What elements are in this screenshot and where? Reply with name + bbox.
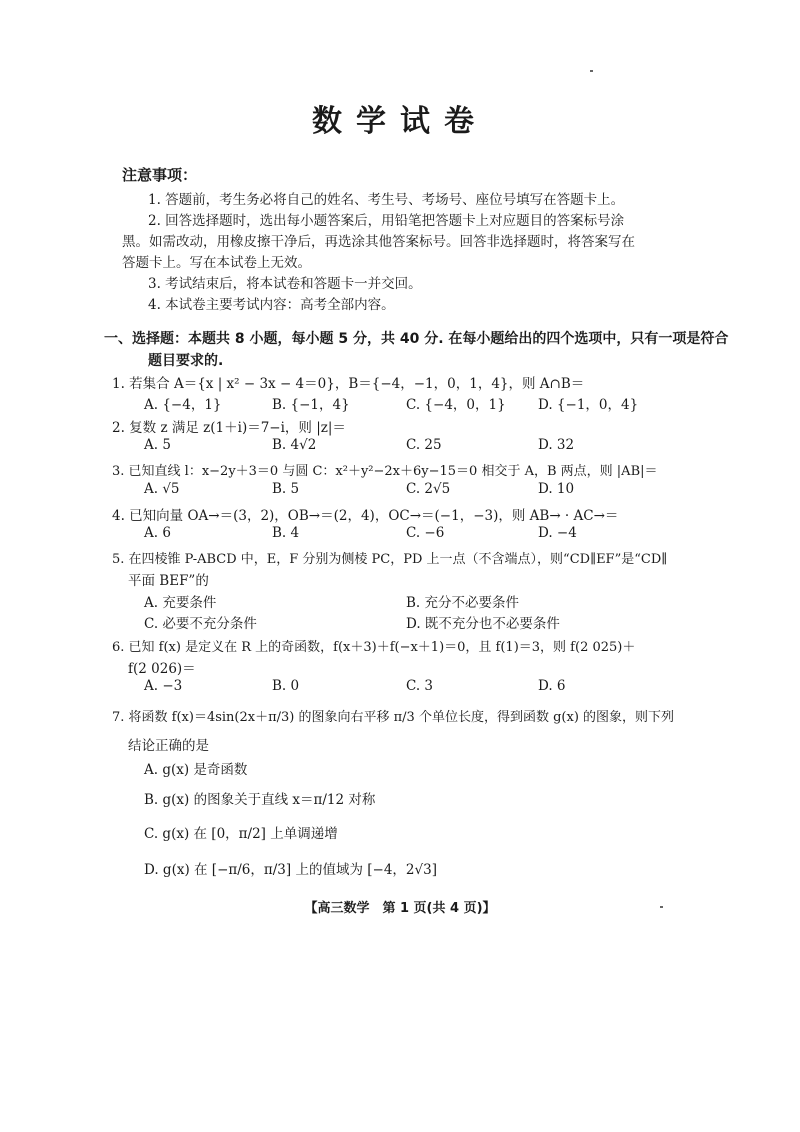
option: B. g(x) 的图象关于直线 x＝π/12 对称 (144, 792, 376, 808)
scan-speck (590, 70, 593, 72)
option: A. 充要条件 (144, 595, 217, 611)
notice-line: 3. 考试结束后，将本试卷和答题卡一并交回。 (148, 276, 422, 292)
option: C. {−4，0，1} (406, 397, 506, 413)
option: B. 5 (272, 481, 300, 497)
option: C. 25 (406, 437, 442, 453)
section-heading-cont: 题目要求的. (148, 353, 224, 369)
notice-line: 2. 回答选择题时，选出每小题答案后，用铅笔把答题卡上对应题目的答案标号涂 (148, 213, 625, 229)
page-footer: 【高三数学 第 1 页(共 4 页)】 (304, 901, 496, 916)
option: C. 必要不充分条件 (144, 616, 257, 632)
option: B. 0 (272, 678, 300, 694)
option: C. −6 (406, 525, 445, 541)
option: D. 既不充分也不必要条件 (406, 616, 560, 632)
option: A. √5 (144, 481, 180, 497)
option: B. 4√2 (272, 437, 317, 453)
option: C. 2√5 (406, 481, 451, 497)
question-7-stem-cont: 结论正确的是 (128, 738, 209, 754)
option: B. {−1，4} (272, 397, 350, 413)
question-5-stem-cont: 平面 BEF”的 (128, 573, 209, 589)
notice-line: 1. 答题前，考生务必将自己的姓名、考生号、考场号、座位号填写在答题卡上。 (148, 192, 625, 208)
question-2-stem: 2. 复数 z 满足 z(1＋i)＝7−i，则 |z|＝ (112, 420, 346, 436)
question-1-stem: 1. 若集合 A＝{x | x² − 3x − 4＝0}，B＝{−4，−1，0，1，4}，则 A∩B＝ (112, 376, 585, 392)
question-5-stem: 5. 在四棱锥 P-ABCD 中，E，F 分别为侧棱 PC，PD 上一点（不含端点），则“CD∥EF”是“CD∥ (112, 552, 668, 567)
notice-heading: 注意事项： (122, 166, 198, 184)
question-6-stem-cont: f(2 026)＝ (128, 661, 196, 677)
option: D. 10 (538, 481, 575, 497)
option: D. −4 (538, 525, 577, 541)
option: B. 充分不必要条件 (406, 595, 520, 611)
option: D. 32 (538, 437, 575, 453)
notice-line: 4. 本试卷主要考试内容：高考全部内容。 (148, 297, 395, 313)
question-7-stem: 7. 将函数 f(x)＝4sin(2x＋π/3) 的图象向右平移 π/3 个单位长度，得到函数 g(x) 的图象，则下列 (112, 710, 675, 725)
scan-speck (660, 906, 663, 908)
option: D. {−1，0，4} (538, 397, 639, 413)
option: B. 4 (272, 525, 300, 541)
question-6-stem: 6. 已知 f(x) 是定义在 R 上的奇函数，f(x＋3)＋f(−x＋1)＝0，且 f(1)＝3，则 f(2 025)＋ (112, 640, 636, 655)
option: D. 6 (538, 678, 566, 694)
option: C. g(x) 在 [0，π/2] 上单调递增 (144, 826, 338, 842)
section-heading: 一、选择题：本题共 8 小题，每小题 5 分，共 40 分. 在每小题给出的四个选项中，只有一项是符合 (104, 331, 729, 347)
notice-line: 答题卡上。写在本试卷上无效。 (122, 255, 311, 271)
option: A. 6 (144, 525, 171, 541)
option: A. g(x) 是奇函数 (144, 762, 248, 778)
option: A. {−4，1} (144, 397, 222, 413)
question-3-stem: 3. 已知直线 l：x−2y＋3＝0 与圆 C：x²＋y²−2x＋6y−15＝0 相交于 A，B 两点，则 |AB|＝ (112, 464, 658, 479)
option: A. 5 (144, 437, 171, 453)
option: A. −3 (144, 678, 183, 694)
question-4-stem: 4. 已知向量 OA→＝(3，2)，OB→＝(2，4)，OC→＝(−1，−3)，则 AB→ · AC→＝ (112, 508, 619, 524)
notice-line: 黑。如需改动，用橡皮擦干净后，再选涂其他答案标号。回答非选择题时，将答案写在 (122, 234, 635, 250)
page-title: 数学试卷 (312, 104, 488, 139)
option: C. 3 (406, 678, 434, 694)
option: D. g(x) 在 [−π/6，π/3] 上的值域为 [−4，2√3] (144, 862, 437, 878)
